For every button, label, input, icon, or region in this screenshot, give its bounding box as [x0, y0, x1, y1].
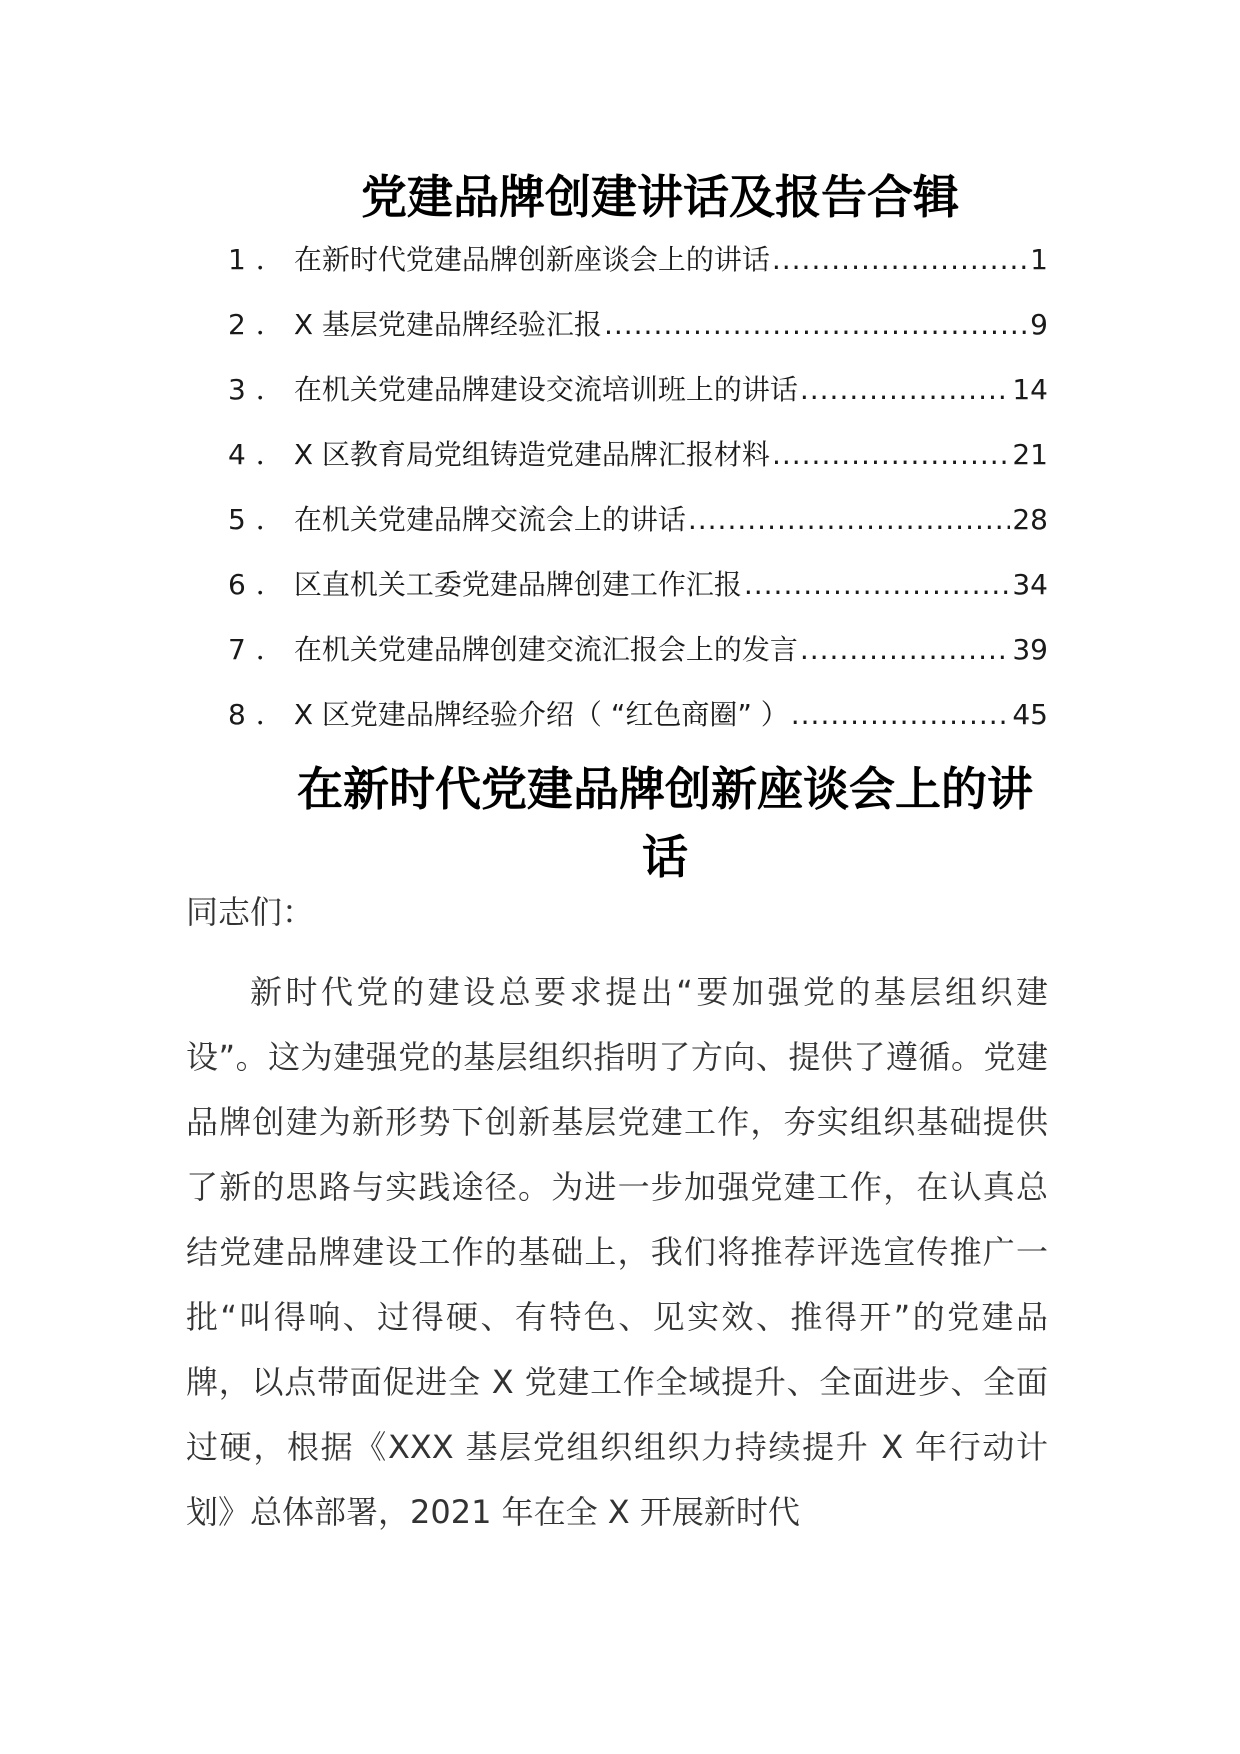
- toc-leader-dots: [688, 500, 1011, 540]
- toc-entry-separator: ．: [255, 568, 284, 601]
- toc-entry-number: 5: [228, 503, 246, 536]
- toc-entry[interactable]: [228, 565, 1048, 630]
- toc-entry[interactable]: [228, 435, 1048, 500]
- toc-leader-dots: [800, 630, 1011, 670]
- toc-entry-separator: ．: [255, 438, 284, 471]
- salutation: 同志们：: [186, 893, 315, 931]
- toc-entry[interactable]: [228, 500, 1048, 565]
- toc-entry[interactable]: [228, 240, 1048, 305]
- toc-leader-dots: [744, 565, 1011, 605]
- toc-entry-page: 45: [1012, 698, 1048, 731]
- toc-entry-number: 6: [228, 568, 246, 601]
- toc-entry-separator: ．: [255, 243, 284, 276]
- toc-entry-page: 14: [1012, 373, 1048, 406]
- toc-entry-number: 4: [228, 438, 246, 471]
- toc-entry-page: 1: [1030, 243, 1048, 276]
- body-paragraph: 新时代党的建设总要求提出“要加强党的基层组织建设”。这为建强党的基层组织指明了方向、提供了遵循。党建品牌创建为新形势下创新基层党建工作，夯实组织基础提供了新的思路与实践途径。为进一步加强党建工作，在认真总结党建品牌建设工作的基础上，我们将推荐评选宣传推广一批“叫得响、过得硬、有特色、见实效、推得开”的党建品牌，以点带面促进全 X 党建工作全域提升、全面进步、全面过硬，根据《XXX 基层党组织组织力持续提升 X 年行动计划》总体部署，2021 年在全 X 开展新时代: [186, 973, 1048, 1531]
- toc-entry-separator: ．: [255, 503, 284, 536]
- toc-entry-title: X 基层党建品牌经验汇报: [293, 308, 602, 341]
- toc-entry-page: 34: [1012, 568, 1048, 601]
- toc-entry[interactable]: [228, 630, 1048, 695]
- toc-entry-title: 在新时代党建品牌创新座谈会上的讲话: [293, 243, 770, 276]
- toc-leader-dots: [772, 240, 1028, 280]
- toc-entry[interactable]: [228, 305, 1048, 370]
- toc-entry-title: X 区党建品牌经验介绍（ “红色商圈” ）: [293, 698, 789, 731]
- toc-entry-separator: ．: [255, 633, 284, 666]
- toc-entry-separator: ．: [255, 308, 284, 341]
- toc-entry-number: 7: [228, 633, 246, 666]
- toc-entry-page: 9: [1030, 308, 1048, 341]
- document-title: 党建品牌创建讲话及报告合辑: [361, 170, 959, 224]
- toc-entry-page: 28: [1012, 503, 1048, 536]
- table-of-contents: [228, 240, 1048, 760]
- toc-entry-title: 在机关党建品牌交流会上的讲话: [293, 503, 686, 536]
- speech-title: 在新时代党建品牌创新座谈会上的讲话: [297, 762, 1033, 884]
- toc-leader-dots: [791, 695, 1011, 735]
- toc-entry-number: 3: [228, 373, 246, 406]
- toc-entry-number: 8: [228, 698, 246, 731]
- toc-entry-number: 1: [228, 243, 246, 276]
- toc-entry-separator: ．: [255, 698, 284, 731]
- toc-entry[interactable]: [228, 370, 1048, 435]
- toc-leader-dots: [772, 435, 1010, 475]
- toc-entry-title: X 区教育局党组铸造党建品牌汇报材料: [293, 438, 770, 471]
- toc-entry-number: 2: [228, 308, 246, 341]
- toc-entry-separator: ．: [255, 373, 284, 406]
- toc-entry[interactable]: [228, 695, 1048, 760]
- toc-entry-title: 区直机关工委党建品牌创建工作汇报: [293, 568, 742, 601]
- toc-entry-page: 39: [1012, 633, 1048, 666]
- toc-entry-title: 在机关党建品牌创建交流汇报会上的发言: [293, 633, 798, 666]
- toc-leader-dots: [604, 305, 1028, 345]
- toc-leader-dots: [800, 370, 1011, 410]
- toc-entry-title: 在机关党建品牌建设交流培训班上的讲话: [293, 373, 798, 406]
- toc-entry-page: 21: [1012, 438, 1048, 471]
